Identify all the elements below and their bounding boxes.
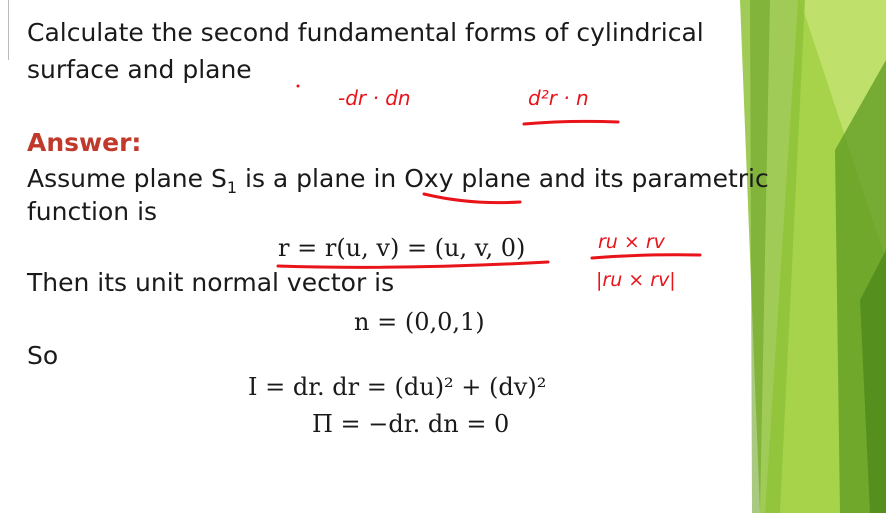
fraction-bar <box>592 255 700 258</box>
equation-underline <box>278 262 548 267</box>
assume-subscript: 1 <box>226 178 238 197</box>
so-label: So <box>27 341 59 370</box>
equation-r: r = r(u, v) = (u, v, 0) <box>278 234 526 262</box>
ink-dot <box>297 85 300 88</box>
note-d2r-n: d²r · n <box>528 86 589 110</box>
equation-first-form: I = dr. dr = (du)² + (dv)² <box>248 373 547 401</box>
equation-second-form: Π = −dr. dn = 0 <box>312 410 510 438</box>
assume-text: Assume plane S <box>27 164 227 193</box>
then-line: Then its unit normal vector is <box>27 268 395 297</box>
note-cross-norm: |ru × rv| <box>596 269 676 291</box>
equation-n: n = (0,0,1) <box>354 308 485 336</box>
oxy-underline <box>424 194 520 203</box>
title-line-2: surface and plane <box>27 55 252 84</box>
note-cross-product: ru × rv <box>598 231 665 253</box>
note-underline <box>524 121 618 124</box>
note-dr-dn: -dr · dn <box>338 86 411 110</box>
assume-line-2: function is <box>27 197 158 226</box>
answer-label: Answer: <box>27 128 142 157</box>
title-line-1: Calculate the second fundamental forms of cylindrical <box>27 18 704 47</box>
assume-text-rest: is a plane in Oxy plane and its parametric <box>237 164 769 193</box>
